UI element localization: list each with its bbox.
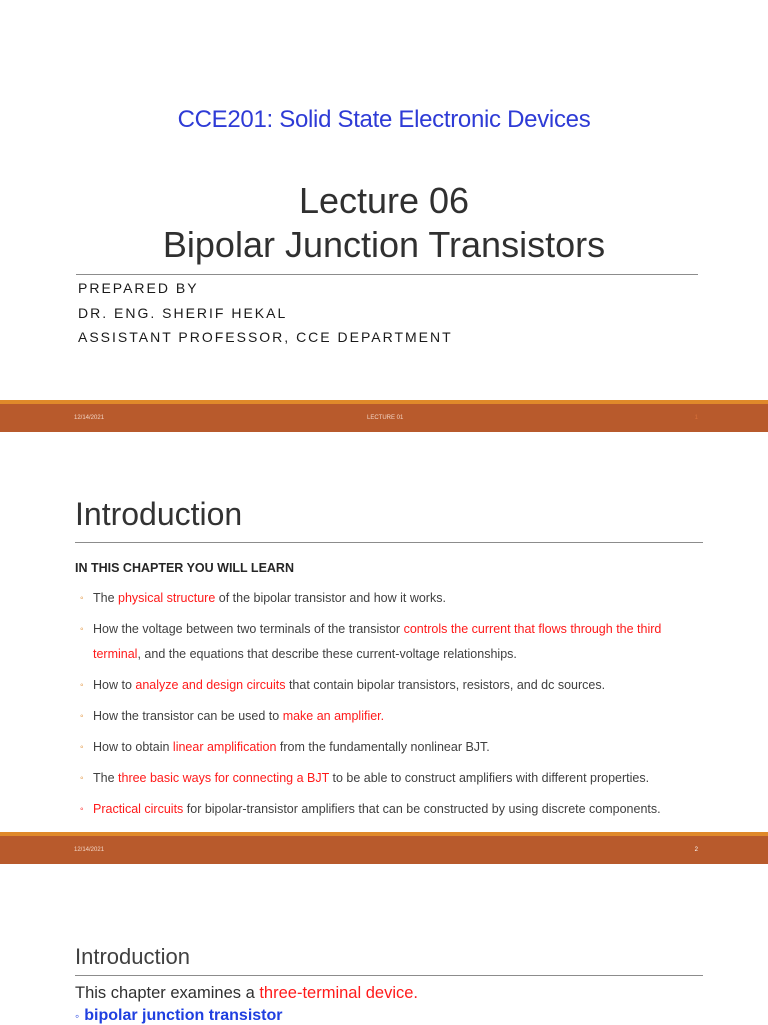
list-item <box>80 617 700 667</box>
bullet-icon: ◦ <box>80 593 84 604</box>
bullet-text-post: to be able to construct amplifiers with different properties. <box>329 771 650 785</box>
bullet-icon: ◦ <box>80 742 84 753</box>
bullet-icon: ◦ <box>80 624 84 635</box>
footer-date: 12/14/2021 <box>74 847 105 853</box>
bullet-text-highlight: Practical circuits <box>93 802 184 816</box>
bullet-text-highlight: three basic ways for connecting a BJT <box>118 771 330 785</box>
list-item <box>80 797 700 822</box>
author-name: DR. ENG. SHERIF HEKAL <box>78 305 288 321</box>
footer-page-number: 2 <box>694 847 698 853</box>
slide-2 <box>0 432 768 832</box>
bullet-icon: ◦ <box>80 804 84 815</box>
list-item <box>80 735 700 760</box>
title-divider <box>76 274 698 275</box>
bullet-text-pre: The <box>93 771 119 785</box>
bullet-text-highlight: analyze and design circuits <box>135 678 286 692</box>
bullet-icon: ◦ <box>80 680 84 691</box>
course-title: CCE201: Solid State Electronic Devices <box>177 106 591 133</box>
bullet-text-pre: How the transistor can be used to <box>93 709 283 723</box>
bullet-text-post: that contain bipolar transistors, resistors, and dc sources. <box>285 678 606 692</box>
list-item <box>80 673 700 698</box>
lecture-number: Lecture 06 <box>298 180 470 221</box>
bullet-text-highlight: controls the current that flows through the third terminal <box>93 622 662 661</box>
author-position: ASSISTANT PROFESSOR, CCE DEPARTMENT <box>78 329 453 345</box>
footer-date: 12/14/2021 <box>74 415 105 421</box>
prepared-by-label: PREPARED BY <box>78 280 199 296</box>
bullet-text-highlight: linear amplification <box>172 740 277 754</box>
footer-page-number: 1 <box>694 415 698 421</box>
lecture-topic: Bipolar Junction Transistors <box>162 224 606 265</box>
bullet-text-pre: How to obtain <box>93 740 173 754</box>
bullet-icon: ◦ <box>75 1009 80 1023</box>
slide-title: Introduction <box>75 944 190 969</box>
section-heading: IN THIS CHAPTER YOU WILL LEARN <box>75 561 294 575</box>
intro-sentence <box>75 984 418 1003</box>
slide-2-footer <box>0 832 768 864</box>
title-divider <box>75 975 703 976</box>
bullet-icon: ◦ <box>80 773 84 784</box>
slide-title: Introduction <box>75 496 243 532</box>
slide-1-footer <box>0 400 768 432</box>
footer-lecture: LECTURE 01 <box>367 415 404 421</box>
bullet-text-pre: The <box>93 591 119 605</box>
bullet-text-post: of the bipolar transistor and how it works. <box>215 591 446 605</box>
bullet-text-highlight: physical structure <box>118 591 216 605</box>
list-item <box>80 704 700 729</box>
bullet-text-post: for bipolar-transistor amplifiers that can be constructed by using discrete components. <box>183 802 661 816</box>
bullet-text-post: , and the equations that describe these current-voltage relationships. <box>137 647 517 661</box>
slide-1 <box>0 0 768 400</box>
device-bullet-text: bipolar junction transistor <box>84 1007 283 1024</box>
bullet-text-highlight: make an amplifier. <box>282 709 385 723</box>
list-item <box>80 586 700 611</box>
intro-sentence-text: This chapter examines a <box>75 984 260 1002</box>
bullet-text-pre: How the voltage between two terminals of the transistor <box>93 622 404 636</box>
intro-sentence-highlight: three-terminal device. <box>259 984 418 1002</box>
title-divider <box>75 542 703 543</box>
slide-3 <box>0 864 768 1024</box>
list-item <box>80 766 700 791</box>
bullet-text-pre: How to <box>93 678 136 692</box>
bullet-text-post: from the fundamentally nonlinear BJT. <box>276 740 490 754</box>
learning-objectives-list <box>80 586 700 828</box>
device-bullet <box>75 1007 283 1025</box>
bullet-icon: ◦ <box>80 711 84 722</box>
